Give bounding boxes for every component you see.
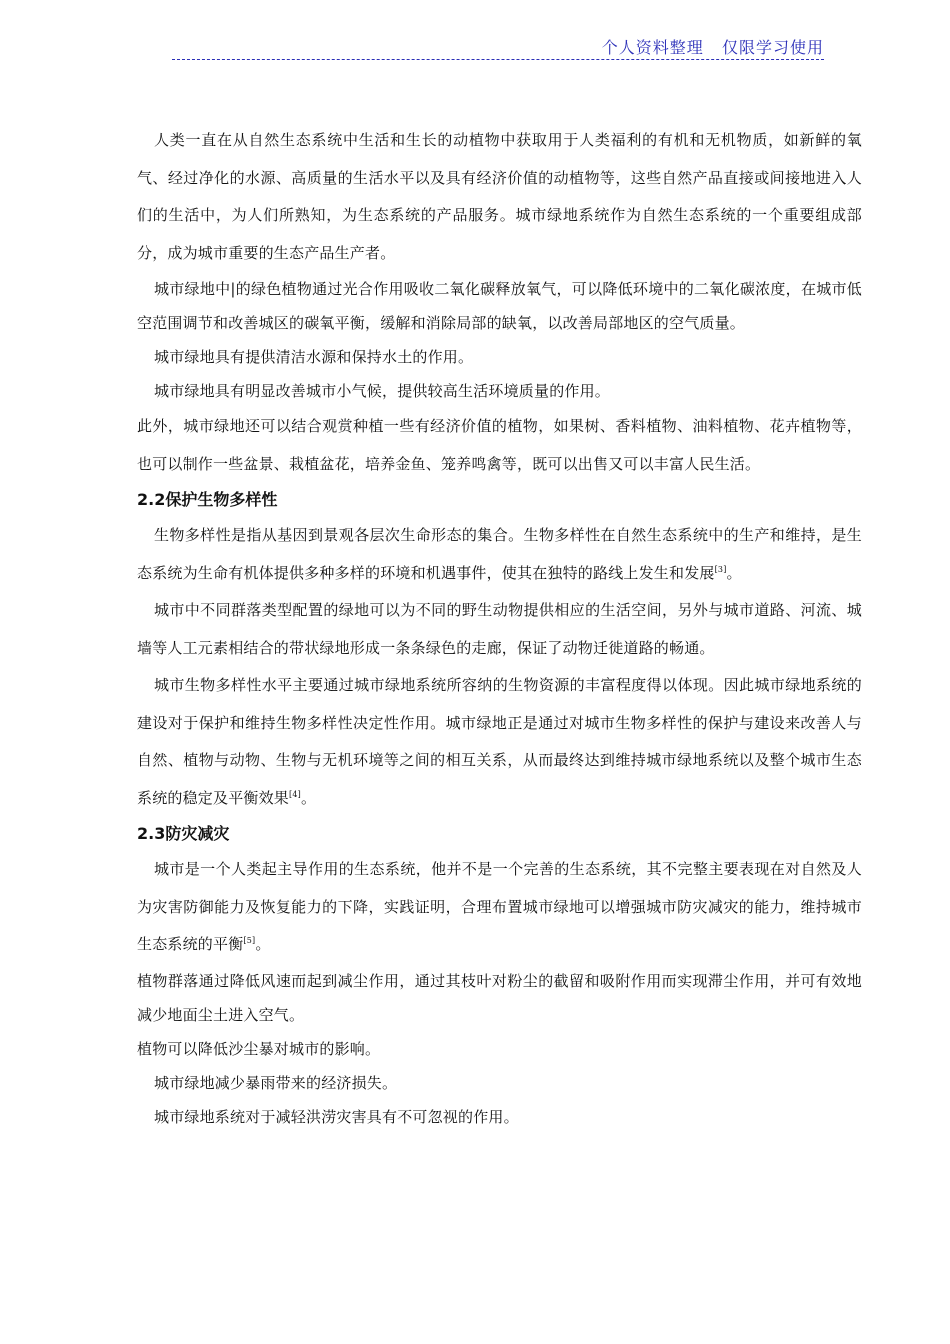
paragraph-tail: 。 bbox=[300, 788, 317, 807]
citation-ref: [3] bbox=[714, 564, 727, 574]
paragraph-sandstorm: 植物可以降低沙尘暴对城市的影响。 bbox=[137, 1039, 381, 1058]
paragraph-carbon-oxygen: 城市绿地中|的绿色植物通过光合作用吸收二氧化碳释放氧气，可以降低环境中的二氧化碳浓度，在城市低空范围调节和改善城区的碳氧平衡，缓解和消除局部的缺氧，以改善局部地区的空气质量。 bbox=[137, 280, 862, 332]
paragraph-green-corridors: 城市中不同群落类型配置的绿地可以为不同的野生动物提供相应的生活空间，另外与城市道路、河流、城墙等人工元素相结合的带状绿地形成一条条绿色的走廊，保证了动物迁徙道路的畅通。 bbox=[137, 601, 862, 657]
citation-ref: [5] bbox=[243, 936, 256, 945]
section-heading-biodiversity: 2.2保护生物多样性 bbox=[137, 490, 278, 509]
paragraph-economic-plants: 此外，城市绿地还可以结合观赏种植一些有经济价值的植物，如果树、香料植物、油料植物、花卉植物等，也可以制作一些盆景、栽植盆花，培养金鱼、笼养鸣禽等，既可以出售又可以丰富人民生活。 bbox=[137, 417, 862, 473]
paragraph-disaster-resilience bbox=[137, 851, 862, 964]
paragraph-dust-reduction: 植物群落通过降低风速而起到减尘作用，通过其枝叶对粉尘的截留和吸附作用而实现滞尘作用，并可有效地减少地面尘土进入空气。 bbox=[137, 971, 862, 1024]
section-heading-disaster-prevention: 2.3防灾减灾 bbox=[137, 824, 230, 843]
paragraph-tail: 。 bbox=[255, 935, 271, 953]
paragraph-biodiversity-definition bbox=[137, 517, 862, 592]
paragraph-microclimate: 城市绿地具有明显改善城市小气候，提供较高生活环境质量的作用。 bbox=[154, 382, 611, 400]
header-text: 个人资料整理 仅限学习使用 bbox=[601, 38, 824, 57]
document-body bbox=[137, 122, 862, 1134]
paragraph-clean-water: 城市绿地具有提供清洁水源和保持水土的作用。 bbox=[154, 348, 474, 366]
paragraph-biodiversity-level bbox=[137, 667, 862, 817]
citation-ref: [4] bbox=[289, 789, 301, 799]
paragraph-tail: 。 bbox=[726, 563, 742, 582]
paragraph-ecological-products: 人类一直在从自然生态系统中生活和生长的动植物中获取用于人类福利的有机和无机物质，如新鲜的氧气、经过净化的水源、高质量的生活水平以及具有经济价值的动植物等，这些自然产品直接或间接地进入人们的生活中，为人们所熟知，为生态系统的产品服务。城市绿地系统作为自然生态系统的一个重要组成部分，成为城市重要的生态产品生产者。 bbox=[137, 131, 862, 262]
paragraph-text: 城市是一个人类起主导作用的生态系统，他并不是一个完善的生态系统，其不完整主要表现在对自然及人为灾害防御能力及恢复能力的下降，实践证明，合理布置城市绿地可以增强城市防灾减灾的能力，维持城市生态系统的平衡 bbox=[137, 860, 862, 953]
paragraph-text: 生物多样性是指从基因到景观各层次生命形态的集合。生物多样性在自然生态系统中的生产和维持，是生态系统为生命有机体提供多种多样的环境和机遇事件，使其在独特的路线上发生和发展 bbox=[137, 526, 862, 582]
page-header bbox=[172, 36, 824, 60]
paragraph-text: 城市生物多样性水平主要通过城市绿地系统所容纳的生物资源的丰富程度得以体现。因此城市绿地系统的建设对于保护和维持生物多样性决定性作用。城市绿地正是通过对城市生物多样性的保护与建设来改善人与自然、植物与动物、生物与无机环境等之间的相互关系，从而最终达到维持城市绿地系统以及整个城市生态系统的稳定及平衡效果 bbox=[137, 676, 862, 807]
paragraph-flood: 城市绿地系统对于减轻洪涝灾害具有不可忽视的作用。 bbox=[154, 1107, 519, 1126]
paragraph-rainstorm: 城市绿地减少暴雨带来的经济损失。 bbox=[154, 1073, 398, 1092]
